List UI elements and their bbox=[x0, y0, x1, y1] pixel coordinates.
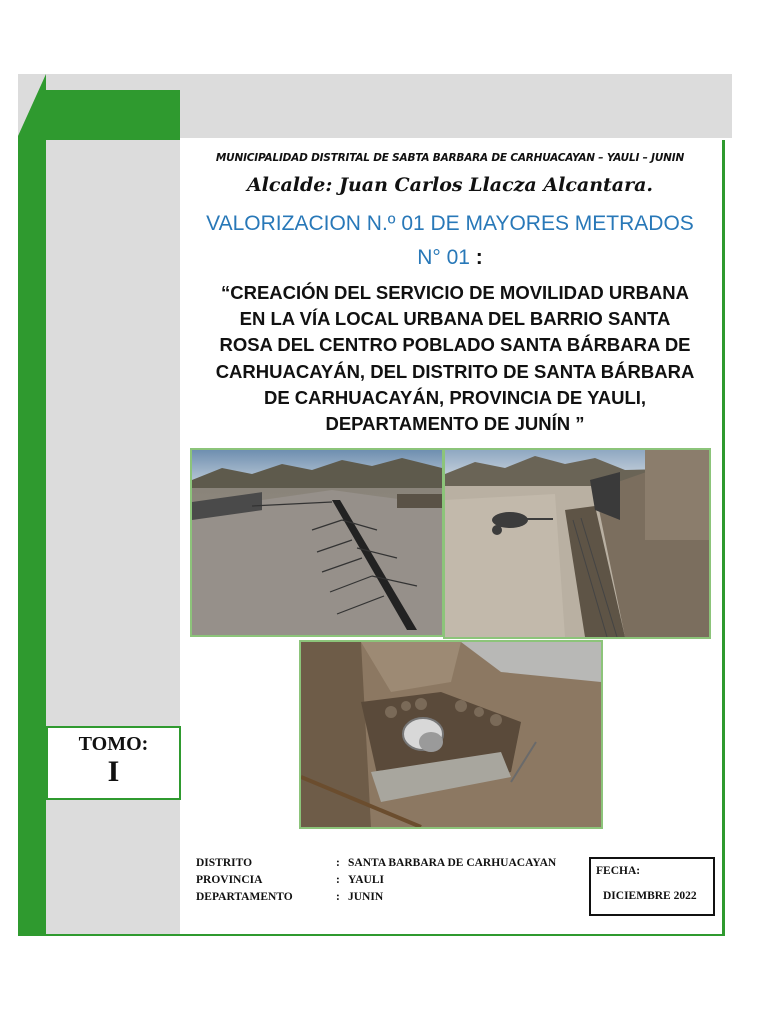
info-key: DISTRITO bbox=[196, 857, 253, 869]
right-border-line bbox=[722, 140, 725, 936]
info-value: SANTA BARBARA DE CARHUACAYAN bbox=[348, 857, 557, 869]
trench-wheelbarrow-photo bbox=[443, 448, 711, 639]
date-label: FECHA: bbox=[596, 865, 641, 877]
valuation-number-colon: : bbox=[469, 246, 483, 269]
volume-label: TOMO: bbox=[78, 733, 149, 755]
volume-box bbox=[46, 726, 181, 800]
info-row-department bbox=[196, 891, 556, 908]
info-separator: : bbox=[336, 874, 340, 886]
project-title-line: EN LA VÍA LOCAL URBANA DEL BARRIO SANTA bbox=[239, 308, 671, 330]
valuation-number bbox=[190, 246, 710, 270]
top-grey-band bbox=[180, 74, 732, 138]
valuation-number-text: N° 01 bbox=[417, 246, 470, 269]
info-value: YAULI bbox=[348, 874, 385, 886]
info-key: PROVINCIA bbox=[196, 874, 263, 886]
location-info bbox=[196, 857, 556, 908]
corner-triangle bbox=[18, 74, 46, 136]
project-title bbox=[190, 280, 720, 437]
date-value: DICIEMBRE 2022 bbox=[603, 890, 697, 902]
project-title-line: CARHUACAYÁN, DEL DISTRITO DE SANTA BÁRBARA bbox=[215, 360, 695, 382]
info-value: JUNIN bbox=[348, 891, 384, 903]
left-green-bar bbox=[18, 74, 46, 936]
info-row-province bbox=[196, 874, 556, 891]
volume-number: I bbox=[107, 755, 120, 788]
left-grey-panel bbox=[46, 140, 180, 935]
road-rebar-photo bbox=[190, 448, 444, 637]
info-separator: : bbox=[336, 891, 340, 903]
bottom-border-line bbox=[46, 934, 725, 936]
municipality-header: MUNICIPALIDAD DISTRITAL DE SABTA BARBARA DE CARHUACAYAN – YAULI – JUNIN bbox=[215, 152, 685, 164]
mayor-line: Alcalde: Juan Carlos Llacza Alcantara. bbox=[246, 174, 654, 196]
culvert-pipe-photo bbox=[299, 640, 603, 829]
project-title-line: DE CARHUACAYÁN, PROVINCIA DE YAULI, bbox=[263, 386, 647, 408]
valuation-title: VALORIZACION N.º 01 DE MAYORES METRADOS bbox=[206, 212, 694, 235]
info-separator: : bbox=[336, 857, 340, 869]
top-green-block bbox=[46, 90, 180, 140]
project-title-line: ROSA DEL CENTRO POBLADO SANTA BÁRBARA DE bbox=[219, 334, 691, 356]
project-title-line: DEPARTAMENTO DE JUNÍN ” bbox=[325, 413, 585, 435]
date-box bbox=[589, 857, 715, 916]
project-title-line: “CREACIÓN DEL SERVICIO DE MOVILIDAD URBANA bbox=[220, 282, 690, 303]
info-key: DEPARTAMENTO bbox=[196, 891, 293, 903]
info-row-district bbox=[196, 857, 556, 874]
